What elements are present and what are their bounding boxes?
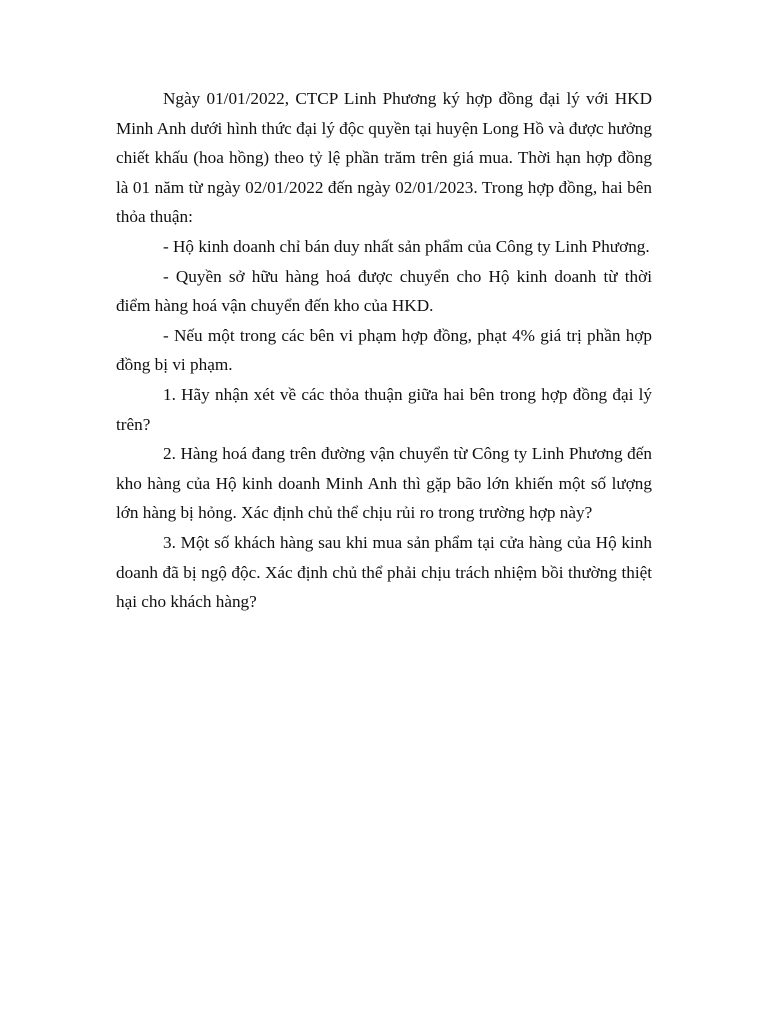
question-1: 1. Hãy nhận xét về các thỏa thuận giữa hai bên trong hợp đồng đại lý trên?	[116, 384, 652, 434]
term-item-2: - Quyền sở hữu hàng hoá được chuyển cho Hộ kinh doanh từ thời điểm hàng hoá vận chuyển đến kho của HKD.	[116, 266, 652, 316]
intro-paragraph: Ngày 01/01/2022, CTCP Linh Phương ký hợp đồng đại lý với HKD Minh Anh dưới hình thức đại lý độc quyền tại huyện Long Hồ và được hưởng chiết khấu (hoa hồng) theo tỷ lệ phần trăm trên giá mua. Thời hạn hợp đồng là 01 năm từ ngày 02/01/2022 đến ngày 02/01/2023. Trong hợp đồng, hai bên thỏa thuận:	[116, 89, 652, 227]
document-body	[116, 84, 652, 617]
term-item-3: - Nếu một trong các bên vi phạm hợp đồng, phạt 4% giá trị phần hợp đồng bị vi phạm.	[116, 325, 652, 375]
question-2: 2. Hàng hoá đang trên đường vận chuyển từ Công ty Linh Phương đến kho hàng của Hộ kinh doanh Minh Anh thì gặp bão lớn khiến một số lượng lớn hàng bị hỏng. Xác định chủ thể chịu rủi ro trong trường hợp này?	[116, 444, 652, 523]
term-item-1: - Hộ kinh doanh chỉ bán duy nhất sản phẩm của Công ty Linh Phương.	[163, 236, 650, 256]
question-3: 3. Một số khách hàng sau khi mua sản phẩm tại cửa hàng của Hộ kinh doanh đã bị ngộ độc. Xác định chủ thể phải chịu trách nhiệm bồi thường thiệt hại cho khách hàng?	[116, 532, 652, 612]
